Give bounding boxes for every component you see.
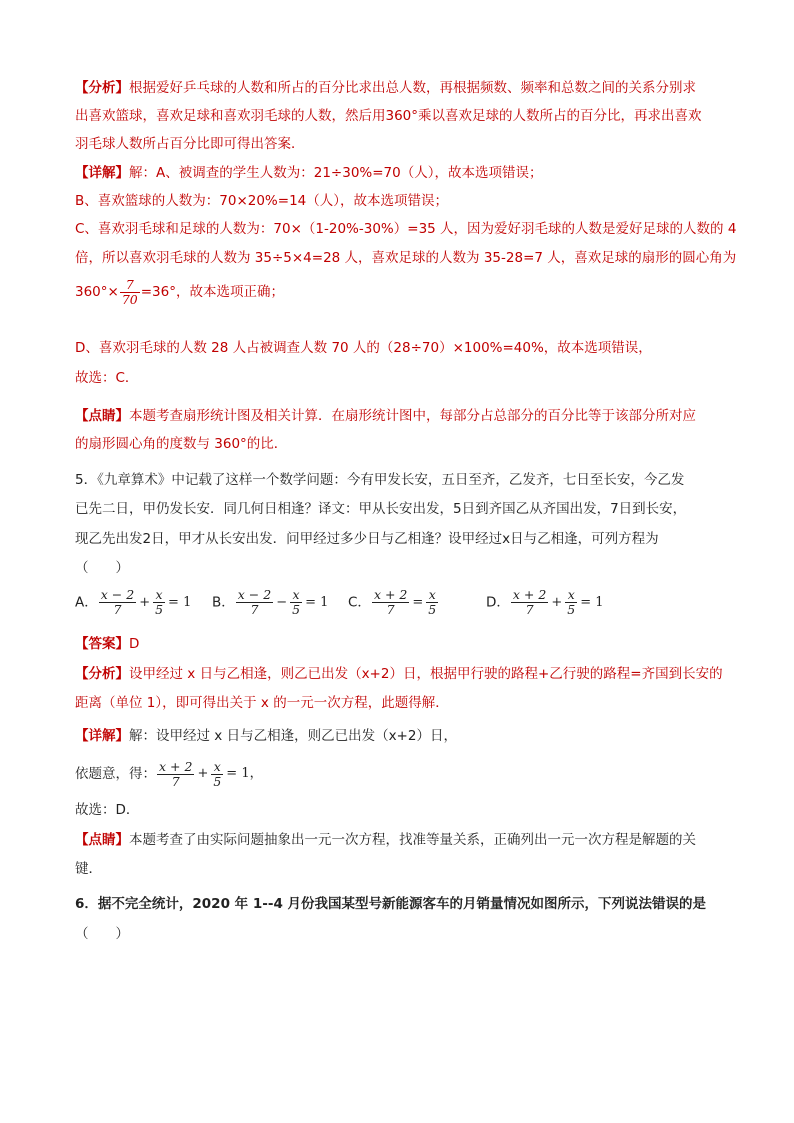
fraction-7-70: $\frac{7}{70}$ xyxy=(121,276,138,307)
analysis-tag: 【分析】 xyxy=(75,80,129,96)
insight-line-1: 【点睛】本题考查扇形统计图及相关计算．在扇形统计图中，每部分占总部分的百分比等于该部分所对应 xyxy=(75,408,696,424)
q6-line-1: 6．据不完全统计，2020 年 1--4 月份我国某型号新能源客车的月销量情况如图所示，下列说法错误的是 xyxy=(75,896,707,912)
q5-analysis-line-1: 【分析】设甲经过 x 日与乙相逢，则乙已出发（x+2）日，根据甲行驶的路程+乙行驶的路程=齐国到长安的 xyxy=(75,666,723,682)
insight-tag: 【点睛】 xyxy=(75,408,129,424)
detail-line-d: D、喜欢羽毛球的人数 28 人占被调查人数 70 人的（28÷70）×100%=40%，故本选项错误， xyxy=(75,340,652,356)
q5-line-1: 5．《九章算术》中记载了这样一个数学问题：今有甲发长安，五日至齐，乙发齐，七日至长安，今乙发 xyxy=(75,472,685,488)
answer-tag: 【答案】 xyxy=(75,636,129,652)
detail-line-c2: 倍，所以喜欢羽毛球的人数为 35÷5×4=28 人，喜欢足球的人数为 35-28=7 人，喜欢足球的扇形的圆心角为 xyxy=(75,250,737,266)
detail-tag: 【详解】 xyxy=(75,165,129,181)
q5-answer: 【答案】D xyxy=(75,636,140,652)
detail-line-c1: C、喜欢羽毛球和足球的人数为：70×（1-20%-30%）=35 人，因为爱好羽毛球的人数是爱好足球的人数的 4 xyxy=(75,221,737,237)
detail-line-b: B、喜欢篮球的人数为：70×20%=14（人），故本选项错误； xyxy=(75,193,448,209)
analysis-line-3: 羽毛球人数所占百分比即可得出答案． xyxy=(75,136,305,152)
detail-choice: 故选：C． xyxy=(75,370,139,386)
analysis-line-1: 【分析】根据爱好乒乓球的人数和所占的百分比求出总人数，再根据频数、频率和总数之间的关系分别求 xyxy=(75,80,696,96)
q5-option-d: D． $\frac{x + 2}{7}$ + $\frac{x}{5}$ = 1 xyxy=(486,587,604,617)
q5-detail-line-2: 依题意，得： $\frac{x + 2}{7}$ + $\frac{x}{5}$ = 1， xyxy=(75,758,263,789)
q5-option-b: B． $\frac{x - 2}{7}$ − $\frac{x}{5}$ = 1 xyxy=(212,587,329,617)
q5-choice: 故选：D． xyxy=(75,802,140,818)
q5-insight-line-1: 【点睛】本题考查了由实际问题抽象出一元一次方程，找准等量关系，正确列出一元一次方程是解题的关 xyxy=(75,832,696,848)
detail-line-c3: 360°× $\frac{7}{70}$ =36°，故本选项正确； xyxy=(75,276,284,307)
q5-line-3: 现乙先出发2日，甲才从长安出发．问甲经过多少日与乙相逢？设甲经过x日与乙相逢，可列方程为 xyxy=(75,531,659,547)
q5-analysis-line-2: 距离（单位 1），即可得出关于 x 的一元一次方程，此题得解． xyxy=(75,695,449,711)
q5-line-2: 已先二日，甲仍发长安．同几何日相逢？译文：甲从长安出发，5日到齐国乙从齐国出发，7日到长安， xyxy=(75,501,687,517)
q5-insight-line-2: 键． xyxy=(75,861,102,877)
q5-paren: （ ） xyxy=(75,560,129,576)
q6-paren: （ ） xyxy=(75,926,129,942)
q5-option-a: A． $\frac{x - 2}{7}$ + $\frac{x}{5}$ = 1 xyxy=(75,587,192,617)
q5-detail-line-1: 【详解】解：设甲经过 x 日与乙相逢，则乙已出发（x+2）日， xyxy=(75,728,457,744)
analysis-line-2: 出喜欢篮球，喜欢足球和喜欢羽毛球的人数，然后用360°乘以喜欢足球的人数所占的百分比，再求出喜欢 xyxy=(75,108,702,124)
detail-line-a: 【详解】解：A、被调查的学生人数为：21÷30%=70（人），故本选项错误； xyxy=(75,165,543,181)
insight-line-2: 的扇形圆心角的度数与 360°的比． xyxy=(75,436,288,452)
q5-option-c: C． $\frac{x + 2}{7}$ = $\frac{x}{5}$ xyxy=(348,587,437,617)
